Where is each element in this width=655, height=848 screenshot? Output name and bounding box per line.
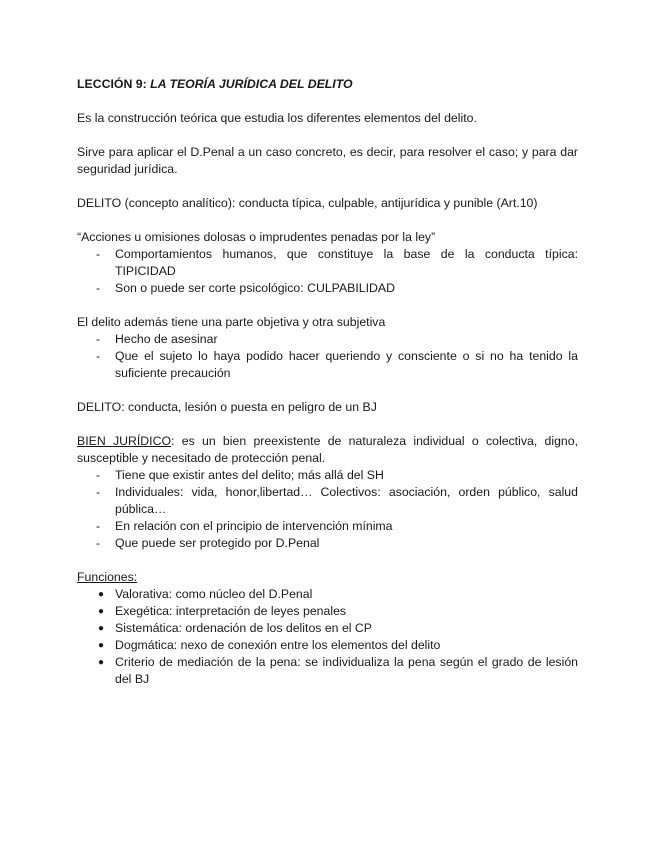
paragraph-quote: “Acciones u omisiones dolosas o imprudentes penadas por la ley”: [77, 230, 436, 244]
list-item: ● Dogmática: nexo de conexión entre los elementos del delito: [98, 638, 441, 652]
list-objective-subjective: [77, 331, 578, 382]
paragraph-definition: Es la construcción teórica que estudia los diferentes elementos del delito.: [77, 111, 477, 125]
list-quote-elements: [77, 246, 578, 297]
list-funciones: [77, 586, 578, 688]
paragraph-delito-analitico: DELITO (concepto analítico): conducta típica, culpable, antijurídica y punible (Art.10): [77, 196, 538, 210]
bullet-icon: ●: [98, 640, 105, 651]
bien-juridico-label: BIEN JURÍDICO: [77, 434, 172, 448]
list-item: - Hecho de asesinar: [96, 332, 218, 346]
paragraph-objective-subjective: El delito además tiene una parte objetiva y otra subjetiva: [77, 315, 386, 329]
list-item: - Que puede ser protegido por D.Penal: [96, 536, 320, 550]
bullet-icon: ●: [98, 606, 105, 617]
paragraph-purpose: Sirve para aplicar el D.Penal a un caso concreto, es decir, para resolver el caso; y para dar seguridad jurídica.: [77, 145, 578, 176]
bullet-icon: ●: [98, 657, 105, 668]
lesson-title-italic: LA TEORÍA JURÍDICA DEL DELITO: [150, 77, 353, 91]
list-item: ● Valorativa: como núcleo del D.Penal: [98, 587, 313, 601]
list-item: - En relación con el principio de intervención mínima: [96, 519, 393, 533]
list-item: - Individuales: vida, honor,libertad… Colectivos: asociación, orden público, salud pública…: [96, 485, 578, 516]
list-bien-juridico: [77, 467, 578, 552]
document-page: [77, 76, 578, 688]
bullet-icon: ●: [98, 589, 105, 600]
list-item: - Son o puede ser corte psicológico: CULPABILIDAD: [96, 281, 396, 295]
lesson-title: LECCIÓN 9: LA TEORÍA JURÍDICA DEL DELITO: [77, 77, 353, 91]
list-item: - Tiene que existir antes del delito; más allá del SH: [96, 468, 384, 482]
list-item: - Comportamientos humanos, que constituye la base de la conducta típica: TIPICIDAD: [96, 247, 578, 278]
bullet-icon: ●: [98, 623, 105, 634]
list-item: ● Exegética: interpretación de leyes penales: [98, 604, 347, 618]
funciones-heading: Funciones:: [77, 570, 138, 584]
list-item: ● Sistemática: ordenación de los delitos en el CP: [98, 621, 373, 635]
paragraph-delito-lesion: DELITO: conducta, lesión o puesta en peligro de un BJ: [77, 400, 377, 414]
paragraph-bien-juridico: BIEN JURÍDICO: es un bien preexistente de naturaleza individual o colectiva, digno, susceptible y necesitado de protección penal.: [77, 434, 579, 465]
list-item: - Que el sujeto lo haya podido hacer queriendo y consciente o si no ha tenido la suficiente precaución: [96, 349, 578, 380]
list-item: ● Criterio de mediación de la pena: se individualiza la pena según el grado de lesión del BJ: [98, 655, 578, 686]
